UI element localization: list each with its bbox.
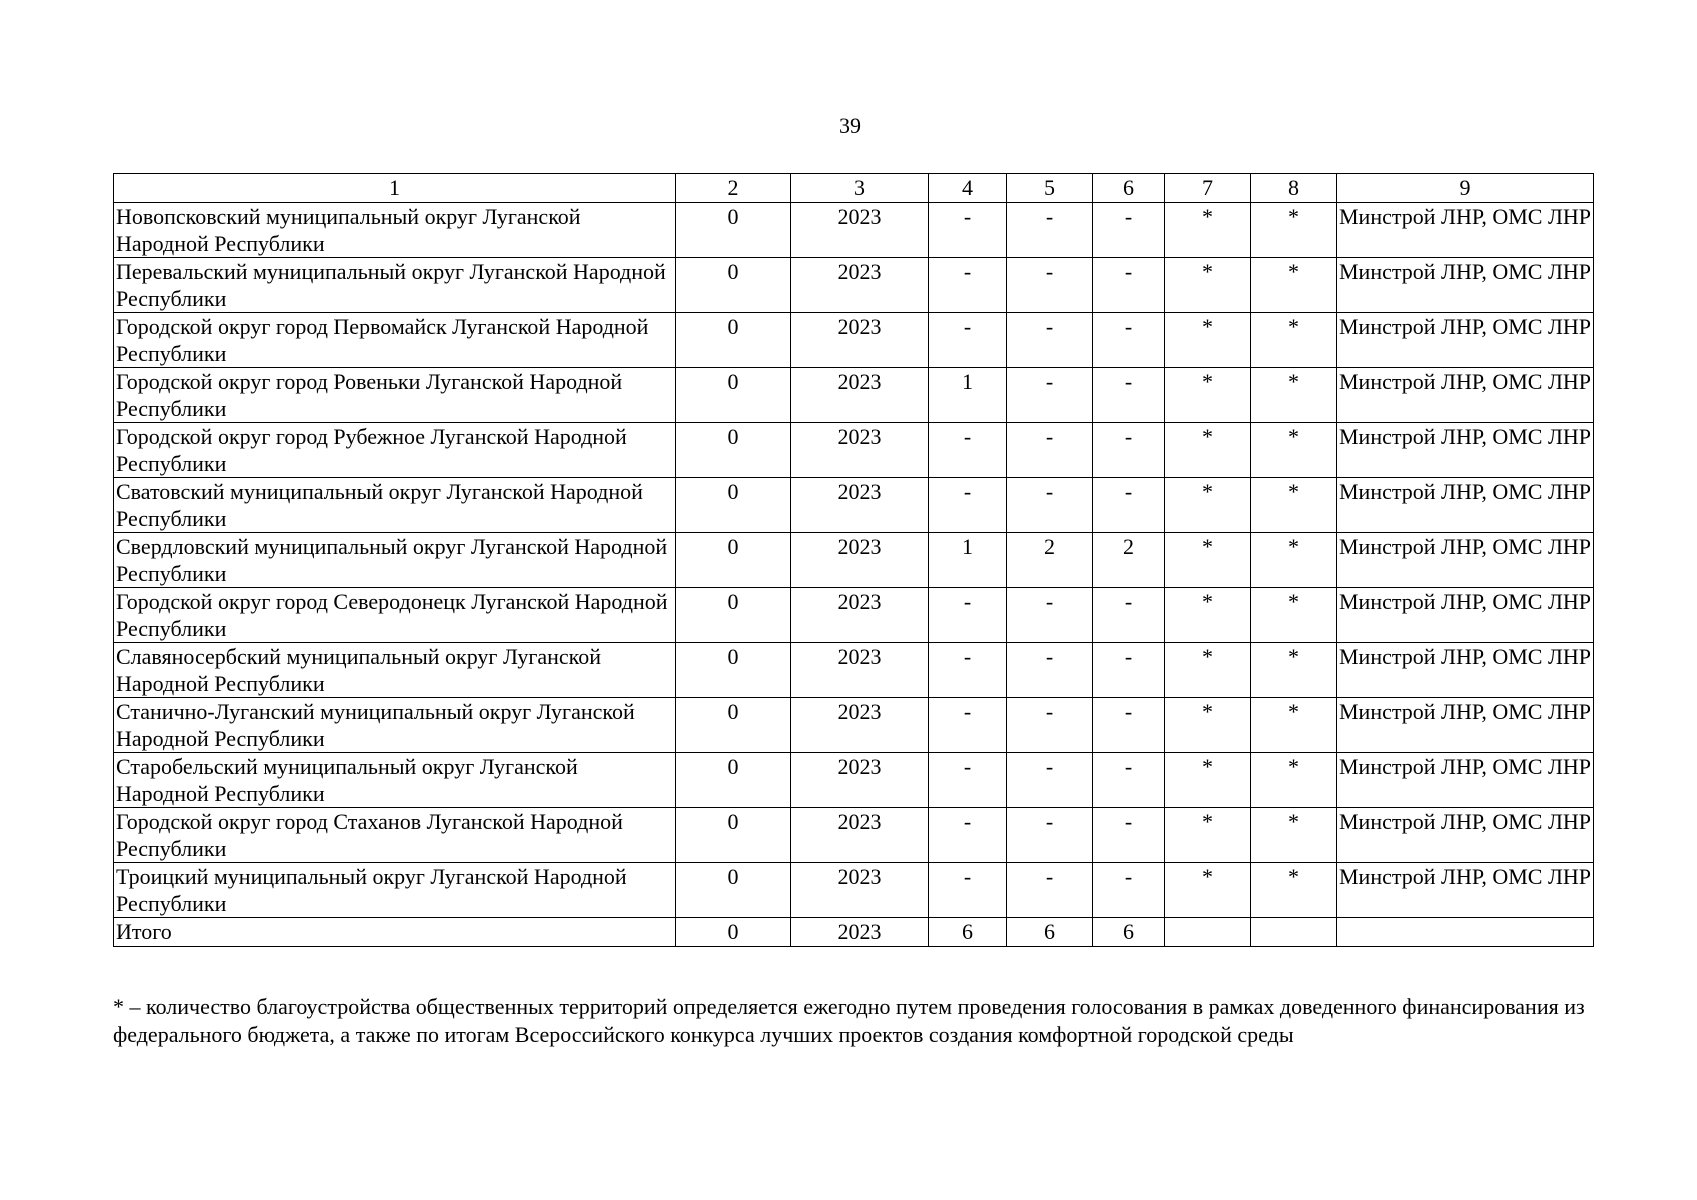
col8-cell: * [1251, 423, 1337, 478]
column-header: 4 [929, 174, 1007, 203]
year-cell: 2023 [791, 258, 929, 313]
col6-cell: - [1093, 863, 1165, 918]
total-col7-cell [1165, 918, 1251, 947]
col2-cell: 0 [676, 533, 791, 588]
col6-cell: - [1093, 753, 1165, 808]
col4-cell: - [929, 863, 1007, 918]
table-row [114, 423, 1594, 478]
col5-cell: 2 [1007, 533, 1093, 588]
col6-cell: - [1093, 203, 1165, 258]
col5-cell: - [1007, 368, 1093, 423]
column-header: 3 [791, 174, 929, 203]
col5-cell: - [1007, 203, 1093, 258]
col5-cell: - [1007, 423, 1093, 478]
col4-cell: - [929, 258, 1007, 313]
year-cell: 2023 [791, 533, 929, 588]
col4-cell: - [929, 423, 1007, 478]
col8-cell: * [1251, 533, 1337, 588]
col7-cell: * [1165, 643, 1251, 698]
col6-cell: - [1093, 478, 1165, 533]
responsible-cell: Минстрой ЛНР, ОМС ЛНР [1337, 698, 1594, 753]
year-cell: 2023 [791, 808, 929, 863]
municipality-name-cell: Городской округ город Стаханов Луганской Народной Республики [114, 808, 676, 863]
table-header-row [114, 174, 1594, 203]
table-row [114, 368, 1594, 423]
col7-cell: * [1165, 368, 1251, 423]
col2-cell: 0 [676, 863, 791, 918]
col5-cell: - [1007, 258, 1093, 313]
responsible-cell: Минстрой ЛНР, ОМС ЛНР [1337, 533, 1594, 588]
col2-cell: 0 [676, 808, 791, 863]
column-header: 8 [1251, 174, 1337, 203]
col7-cell: * [1165, 533, 1251, 588]
col8-cell: * [1251, 258, 1337, 313]
col5-cell: - [1007, 753, 1093, 808]
col5-cell: - [1007, 643, 1093, 698]
col8-cell: * [1251, 753, 1337, 808]
col6-cell: - [1093, 258, 1165, 313]
table-row [114, 588, 1594, 643]
col4-cell: - [929, 478, 1007, 533]
year-cell: 2023 [791, 313, 929, 368]
col6-cell: - [1093, 423, 1165, 478]
municipality-name-cell: Старобельский муниципальный округ Луганской Народной Республики [114, 753, 676, 808]
municipality-name-cell: Станично-Луганский муниципальный округ Луганской Народной Республики [114, 698, 676, 753]
col8-cell: * [1251, 698, 1337, 753]
col7-cell: * [1165, 808, 1251, 863]
table-row [114, 808, 1594, 863]
municipality-name-cell: Новопсковский муниципальный округ Луганской Народной Республики [114, 203, 676, 258]
col7-cell: * [1165, 698, 1251, 753]
column-header: 1 [114, 174, 676, 203]
municipality-name-cell: Городской округ город Первомайск Луганской Народной Республики [114, 313, 676, 368]
total-col6-cell: 6 [1093, 918, 1165, 947]
year-cell: 2023 [791, 478, 929, 533]
col5-cell: - [1007, 863, 1093, 918]
col8-cell: * [1251, 643, 1337, 698]
col7-cell: * [1165, 203, 1251, 258]
municipality-name-cell: Славяносербский муниципальный округ Луганской Народной Республики [114, 643, 676, 698]
col4-cell: 1 [929, 533, 1007, 588]
col7-cell: * [1165, 258, 1251, 313]
col5-cell: - [1007, 698, 1093, 753]
responsible-cell: Минстрой ЛНР, ОМС ЛНР [1337, 808, 1594, 863]
col8-cell: * [1251, 478, 1337, 533]
col6-cell: - [1093, 588, 1165, 643]
col7-cell: * [1165, 753, 1251, 808]
responsible-cell: Минстрой ЛНР, ОМС ЛНР [1337, 863, 1594, 918]
table-row [114, 698, 1594, 753]
responsible-cell: Минстрой ЛНР, ОМС ЛНР [1337, 258, 1594, 313]
municipality-name-cell: Городской округ город Ровеньки Луганской Народной Республики [114, 368, 676, 423]
col2-cell: 0 [676, 753, 791, 808]
col6-cell: - [1093, 698, 1165, 753]
col8-cell: * [1251, 313, 1337, 368]
col6-cell: - [1093, 808, 1165, 863]
col4-cell: - [929, 698, 1007, 753]
year-cell: 2023 [791, 643, 929, 698]
col8-cell: * [1251, 588, 1337, 643]
responsible-cell: Минстрой ЛНР, ОМС ЛНР [1337, 203, 1594, 258]
col8-cell: * [1251, 863, 1337, 918]
col7-cell: * [1165, 423, 1251, 478]
col7-cell: * [1165, 478, 1251, 533]
responsible-cell: Минстрой ЛНР, ОМС ЛНР [1337, 588, 1594, 643]
col7-cell: * [1165, 313, 1251, 368]
column-header: 2 [676, 174, 791, 203]
total-col8-cell [1251, 918, 1337, 947]
table-row [114, 478, 1594, 533]
municipality-name-cell: Сватовский муниципальный округ Луганской Народной Республики [114, 478, 676, 533]
total-year-cell: 2023 [791, 918, 929, 947]
total-col4-cell: 6 [929, 918, 1007, 947]
year-cell: 2023 [791, 863, 929, 918]
col2-cell: 0 [676, 258, 791, 313]
responsible-cell: Минстрой ЛНР, ОМС ЛНР [1337, 753, 1594, 808]
col6-cell: - [1093, 368, 1165, 423]
col6-cell: - [1093, 313, 1165, 368]
year-cell: 2023 [791, 203, 929, 258]
table-row [114, 258, 1594, 313]
municipality-name-cell: Троицкий муниципальный округ Луганской Народной Республики [114, 863, 676, 918]
col2-cell: 0 [676, 423, 791, 478]
col7-cell: * [1165, 588, 1251, 643]
table-row [114, 533, 1594, 588]
col2-cell: 0 [676, 313, 791, 368]
col2-cell: 0 [676, 643, 791, 698]
responsible-cell: Минстрой ЛНР, ОМС ЛНР [1337, 313, 1594, 368]
responsible-cell: Минстрой ЛНР, ОМС ЛНР [1337, 423, 1594, 478]
column-header: 9 [1337, 174, 1594, 203]
total-col2-cell: 0 [676, 918, 791, 947]
col6-cell: - [1093, 643, 1165, 698]
total-col5-cell: 6 [1007, 918, 1093, 947]
year-cell: 2023 [791, 423, 929, 478]
year-cell: 2023 [791, 698, 929, 753]
data-table [113, 173, 1594, 947]
col4-cell: - [929, 753, 1007, 808]
col8-cell: * [1251, 203, 1337, 258]
col4-cell: - [929, 588, 1007, 643]
total-responsible-cell [1337, 918, 1594, 947]
table-total-row [114, 918, 1594, 947]
year-cell: 2023 [791, 753, 929, 808]
col7-cell: * [1165, 863, 1251, 918]
page-number: 39 [839, 113, 861, 138]
table-row [114, 313, 1594, 368]
municipality-name-cell: Городской округ город Северодонецк Луганской Народной Республики [114, 588, 676, 643]
col4-cell: 1 [929, 368, 1007, 423]
col4-cell: - [929, 808, 1007, 863]
col8-cell: * [1251, 808, 1337, 863]
municipality-name-cell: Перевальский муниципальный округ Луганской Народной Республики [114, 258, 676, 313]
col2-cell: 0 [676, 698, 791, 753]
year-cell: 2023 [791, 588, 929, 643]
table-row [114, 863, 1594, 918]
responsible-cell: Минстрой ЛНР, ОМС ЛНР [1337, 643, 1594, 698]
col5-cell: - [1007, 808, 1093, 863]
col5-cell: - [1007, 478, 1093, 533]
col4-cell: - [929, 203, 1007, 258]
col2-cell: 0 [676, 368, 791, 423]
column-header: 6 [1093, 174, 1165, 203]
col5-cell: - [1007, 588, 1093, 643]
col8-cell: * [1251, 368, 1337, 423]
col5-cell: - [1007, 313, 1093, 368]
responsible-cell: Минстрой ЛНР, ОМС ЛНР [1337, 478, 1594, 533]
col4-cell: - [929, 313, 1007, 368]
col6-cell: 2 [1093, 533, 1165, 588]
responsible-cell: Минстрой ЛНР, ОМС ЛНР [1337, 368, 1594, 423]
col2-cell: 0 [676, 478, 791, 533]
table-row [114, 203, 1594, 258]
municipality-name-cell: Свердловский муниципальный округ Луганской Народной Республики [114, 533, 676, 588]
column-header: 5 [1007, 174, 1093, 203]
municipality-name-cell: Городской округ город Рубежное Луганской Народной Республики [114, 423, 676, 478]
year-cell: 2023 [791, 368, 929, 423]
table-row [114, 753, 1594, 808]
table-row [114, 643, 1594, 698]
column-header: 7 [1165, 174, 1251, 203]
col4-cell: - [929, 643, 1007, 698]
total-label-cell: Итого [114, 918, 676, 947]
col2-cell: 0 [676, 588, 791, 643]
footnote: * – количество благоустройства общественных территорий определяется ежегодно путем проведения голосования в рамках доведенного финансирования из федерального бюджета, а также по итогам Всероссийского конкурса лучших проектов создания комфортной городской среды [113, 994, 1585, 1047]
col2-cell: 0 [676, 203, 791, 258]
